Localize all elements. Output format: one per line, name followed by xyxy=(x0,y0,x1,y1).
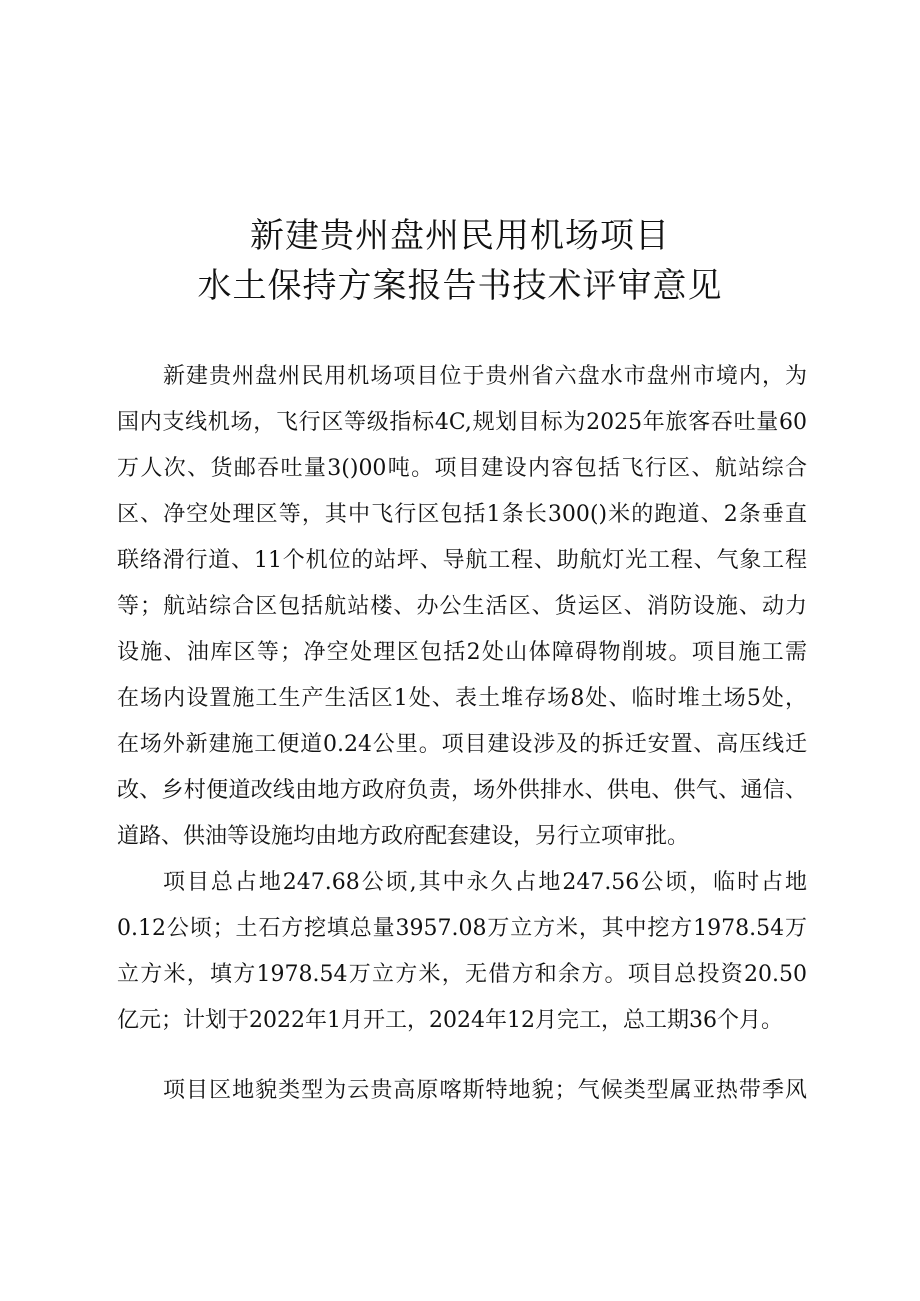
paragraph-1-line: 在场外新建施工便道0.24公里。项目建设涉及的拆迁安置、高压线迁 xyxy=(117,732,807,757)
paragraph-1-line: 国内支线机场，飞行区等级指标4C,规划目标为2025年旅客吞吐量60 xyxy=(117,410,807,435)
paragraph-2-line: 0.12公顷；土石方挖填总量3957.08万立方米，其中挖方1978.54万 xyxy=(117,916,807,941)
paragraph-3-line: 项目区地貌类型为云贵高原喀斯特地貌；气候类型属亚热带季风 xyxy=(163,1078,807,1103)
paragraph-1-line: 联络滑行道、11个机位的站坪、导航工程、助航灯光工程、气象工程 xyxy=(117,548,807,573)
document-title-line-1: 新建贵州盘州民用机场项目 xyxy=(250,216,670,256)
paragraph-1-line: 区、净空处理区等，其中飞行区包括1条长300()米的跑道、2条垂直 xyxy=(117,502,807,527)
paragraph-1-line: 在场内设置施工生产生活区1处、表土堆存场8处、临时堆土场5处， xyxy=(117,686,807,711)
document-title-line-2: 水土保持方案报告书技术评审意见 xyxy=(197,266,723,306)
paragraph-2-line: 立方米，填方1978.54万立方米，无借方和余方。项目总投资20.50 xyxy=(117,962,807,987)
paragraph-2-line: 亿元；计划于2022年1月开工，2024年12月完工，总工期36个月。 xyxy=(117,1008,783,1033)
paragraph-1-line: 道路、供油等设施均由地方政府配套建设，另行立项审批。 xyxy=(117,824,690,849)
paragraph-1-line: 新建贵州盘州民用机场项目位于贵州省六盘水市盘州市境内，为 xyxy=(163,364,807,389)
paragraph-1-line: 等；航站综合区包括航站楼、办公生活区、货运区、消防设施、动力 xyxy=(117,594,807,619)
paragraph-1-line: 万人次、货邮吞吐量3()00吨。项目建设内容包括飞行区、航站综合 xyxy=(117,456,807,481)
paragraph-1-line: 改、乡村便道改线由地方政府负责，场外供排水、供电、供气、通信、 xyxy=(117,778,807,803)
paragraph-1-line: 设施、油库区等；净空处理区包括2处山体障碍物削坡。项目施工需 xyxy=(117,640,807,665)
paragraph-2-line: 项目总占地247.68公顷,其中永久占地247.56公顷，临时占地 xyxy=(163,870,807,895)
